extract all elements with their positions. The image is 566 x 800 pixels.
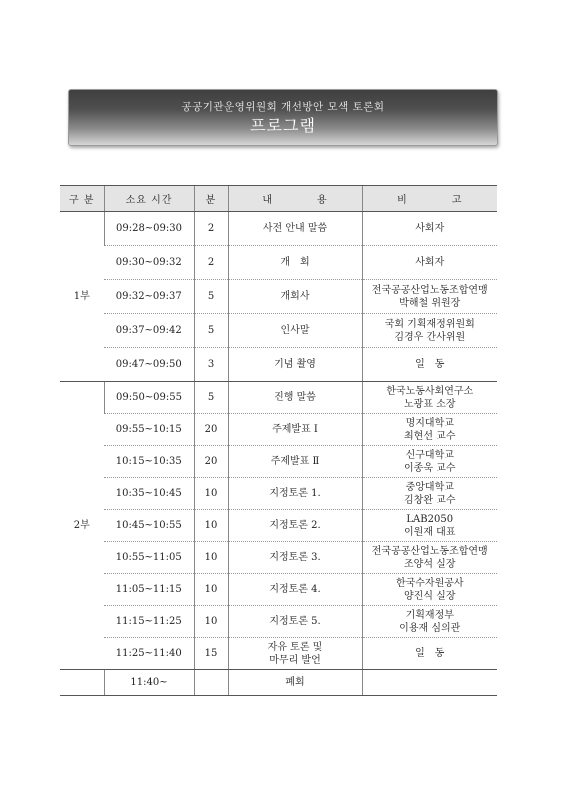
row-minutes: 2 xyxy=(194,246,228,280)
table-row xyxy=(60,314,497,348)
column-header-content: 내 용 xyxy=(228,186,362,212)
row-content: 지정토론 5. xyxy=(228,606,362,638)
closing-content: 폐회 xyxy=(228,670,362,696)
row-content: 자유 토론 및 마무리 발언 xyxy=(228,638,362,670)
table-row xyxy=(60,574,497,606)
row-note: 명지대학교 최현선 교수 xyxy=(362,414,497,446)
section-label: 1부 xyxy=(60,212,104,382)
row-minutes: 10 xyxy=(194,574,228,606)
column-header-minutes: 분 xyxy=(194,186,228,212)
row-minutes: 3 xyxy=(194,348,228,382)
row-time: 11:25~11:40 xyxy=(104,638,194,670)
table-row xyxy=(60,606,497,638)
row-content: 지정토론 1. xyxy=(228,478,362,510)
row-note: 국회 기획재정위원회 김경우 간사위원 xyxy=(362,314,497,348)
table-row-closing xyxy=(60,670,497,696)
column-header-note: 비 고 xyxy=(362,186,497,212)
table-row xyxy=(60,542,497,574)
row-content: 지정토론 3. xyxy=(228,542,362,574)
closing-note xyxy=(362,670,497,696)
row-content: 진행 말씀 xyxy=(228,382,362,414)
row-note: 일 동 xyxy=(362,638,497,670)
row-content: 개 회 xyxy=(228,246,362,280)
row-content: 주제발표 Ⅰ xyxy=(228,414,362,446)
row-minutes: 2 xyxy=(194,212,228,246)
column-header-time: 소요 시간 xyxy=(104,186,194,212)
row-note: 사회자 xyxy=(362,212,497,246)
table-row xyxy=(60,280,497,314)
row-time: 10:55~11:05 xyxy=(104,542,194,574)
row-minutes: 5 xyxy=(194,382,228,414)
row-time: 09:50~09:55 xyxy=(104,382,194,414)
table-row xyxy=(60,414,497,446)
closing-time: 11:40~ xyxy=(104,670,194,696)
program-table xyxy=(60,185,497,696)
row-content: 기념 촬영 xyxy=(228,348,362,382)
row-minutes: 10 xyxy=(194,542,228,574)
row-note: 전국공공산업노동조합연맹 박해철 위원장 xyxy=(362,280,497,314)
row-minutes: 15 xyxy=(194,638,228,670)
page-title: 프로그램 xyxy=(250,116,316,135)
row-note: 한국노동사회연구소 노광표 소장 xyxy=(362,382,497,414)
table-row xyxy=(60,382,497,414)
row-content: 개회사 xyxy=(228,280,362,314)
closing-part xyxy=(60,670,104,696)
table-row xyxy=(60,246,497,280)
table-row xyxy=(60,478,497,510)
row-minutes: 10 xyxy=(194,606,228,638)
row-note: 전국공공산업노동조합연맹 조양석 실장 xyxy=(362,542,497,574)
row-time: 09:28~09:30 xyxy=(104,212,194,246)
row-content: 인사말 xyxy=(228,314,362,348)
row-minutes: 10 xyxy=(194,510,228,542)
row-time: 11:15~11:25 xyxy=(104,606,194,638)
row-time: 09:55~10:15 xyxy=(104,414,194,446)
row-time: 10:45~10:55 xyxy=(104,510,194,542)
table-row xyxy=(60,510,497,542)
row-time: 09:47~09:50 xyxy=(104,348,194,382)
row-note: 사회자 xyxy=(362,246,497,280)
row-note: 중앙대학교 김창완 교수 xyxy=(362,478,497,510)
row-time: 10:35~10:45 xyxy=(104,478,194,510)
row-time: 11:05~11:15 xyxy=(104,574,194,606)
row-minutes: 5 xyxy=(194,314,228,348)
section-label: 2부 xyxy=(60,382,104,670)
row-note: 신구대학교 이종욱 교수 xyxy=(362,446,497,478)
row-note: LAB2050 이원재 대표 xyxy=(362,510,497,542)
table-row xyxy=(60,348,497,382)
row-content: 지정토론 2. xyxy=(228,510,362,542)
row-time: 09:37~09:42 xyxy=(104,314,194,348)
row-content: 사전 안내 말씀 xyxy=(228,212,362,246)
row-note: 일 동 xyxy=(362,348,497,382)
table-header-row xyxy=(60,186,497,212)
row-content: 주제발표 Ⅱ xyxy=(228,446,362,478)
table-row xyxy=(60,212,497,246)
row-time: 09:30~09:32 xyxy=(104,246,194,280)
table-body xyxy=(60,212,497,696)
row-note: 기획재정부 이용재 심의관 xyxy=(362,606,497,638)
table-row xyxy=(60,446,497,478)
closing-minutes xyxy=(194,670,228,696)
row-minutes: 20 xyxy=(194,414,228,446)
row-time: 10:15~10:35 xyxy=(104,446,194,478)
row-note: 한국수자원공사 양진식 실장 xyxy=(362,574,497,606)
row-minutes: 5 xyxy=(194,280,228,314)
row-minutes: 10 xyxy=(194,478,228,510)
column-header-part: 구 분 xyxy=(60,186,104,212)
row-time: 09:32~09:37 xyxy=(104,280,194,314)
program-banner xyxy=(68,89,498,146)
event-subtitle: 공공기관운영위원회 개선방안 모색 토론회 xyxy=(181,101,385,113)
row-minutes: 20 xyxy=(194,446,228,478)
table-row xyxy=(60,638,497,670)
row-content: 지정토론 4. xyxy=(228,574,362,606)
